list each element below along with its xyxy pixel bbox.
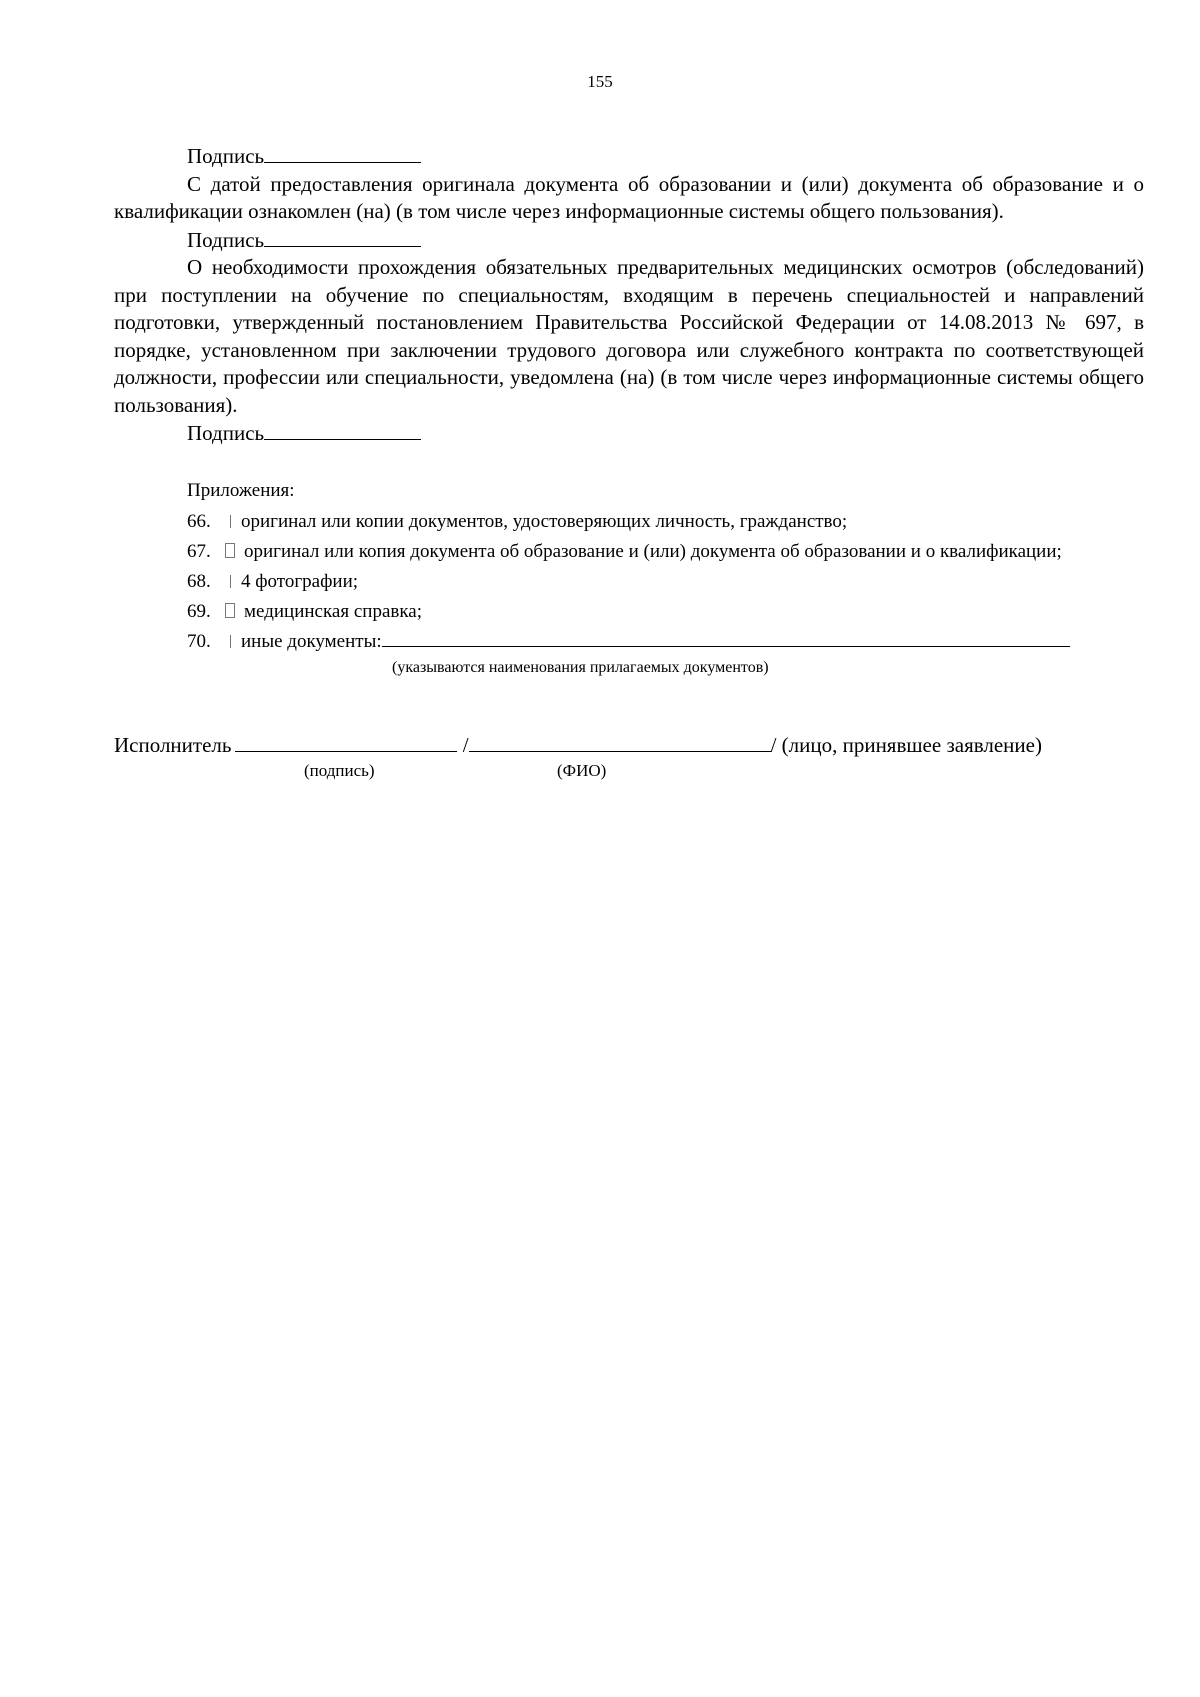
list-item [114, 508, 1144, 536]
list-item [114, 598, 1144, 626]
list-item [114, 538, 1144, 566]
signature-line-2 [114, 226, 1144, 255]
list-item [114, 568, 1144, 596]
item-text: 4 фотографии; [241, 570, 359, 592]
item-number: 70. [187, 630, 211, 652]
caption-name: (ФИО) [557, 761, 607, 780]
signature-line-3 [114, 419, 1144, 448]
signature-field[interactable] [264, 142, 421, 163]
item-text: иные документы: [241, 630, 382, 652]
checkbox[interactable] [230, 515, 231, 528]
signature-label: Подпись [187, 227, 265, 252]
item-text: медицинская справка; [244, 600, 423, 622]
executor-signature-field[interactable] [235, 733, 457, 752]
executor-name-field[interactable] [469, 733, 771, 752]
signature-field[interactable] [264, 226, 421, 247]
item-text: оригинал или копии документов, удостоверяющих личность, гражданство; [241, 510, 848, 532]
item-number: 68. [187, 570, 211, 592]
caption-signature: (подпись) [304, 761, 375, 780]
item-number: 67. [187, 540, 211, 562]
attachments-list [114, 508, 1144, 656]
paragraph-original-date: С датой предоставления оригинала документа об образовании и (или) документа об образование и о квалификации ознакомлен (на) (в том числе через информационные системы общего пользования). [114, 171, 1144, 223]
attachments-heading: Приложения: [187, 479, 295, 501]
executor-line [114, 733, 1144, 757]
checkbox[interactable] [225, 543, 235, 558]
signature-label: Подпись [187, 144, 265, 168]
attachments-caption: (указываются наименования прилагаемых документов) [392, 658, 769, 676]
page-number: 155 [587, 72, 613, 91]
executor-captions [114, 757, 1144, 783]
executor-label: Исполнитель [114, 733, 232, 757]
paragraph-medical: О необходимости прохождения обязательных предварительных медицинских осмотров (обследований) при поступлении на обучение по специальностям, входящим в перечень специальностей и направлений подготовки, утвержденный постановлением Правительства Российской Федерации от 14.08.2013 № 697, в порядке, установленном при заключении трудового договора или служебного контракта по соответствующей должности, профессии или специальности, уведомлена (на) (в том числе через информационные системы общего пользования). [114, 255, 1144, 417]
item-text: оригинал или копия документа об образование и (или) документа об образовании и о квалификации; [244, 540, 1062, 562]
item-number: 69. [187, 600, 211, 622]
checkbox[interactable] [230, 635, 231, 648]
document-body [114, 142, 1144, 783]
item-number: 66. [187, 510, 211, 532]
signature-field[interactable] [264, 419, 421, 440]
other-documents-field[interactable] [382, 628, 1070, 647]
signature-label: Подпись [187, 421, 265, 445]
checkbox[interactable] [225, 603, 235, 618]
executor-suffix: / (лицо, принявшее заявление) [770, 733, 1042, 757]
signature-line-1 [114, 142, 1144, 171]
executor-slash: / [462, 733, 469, 757]
list-item [114, 628, 1144, 656]
checkbox[interactable] [230, 575, 231, 588]
